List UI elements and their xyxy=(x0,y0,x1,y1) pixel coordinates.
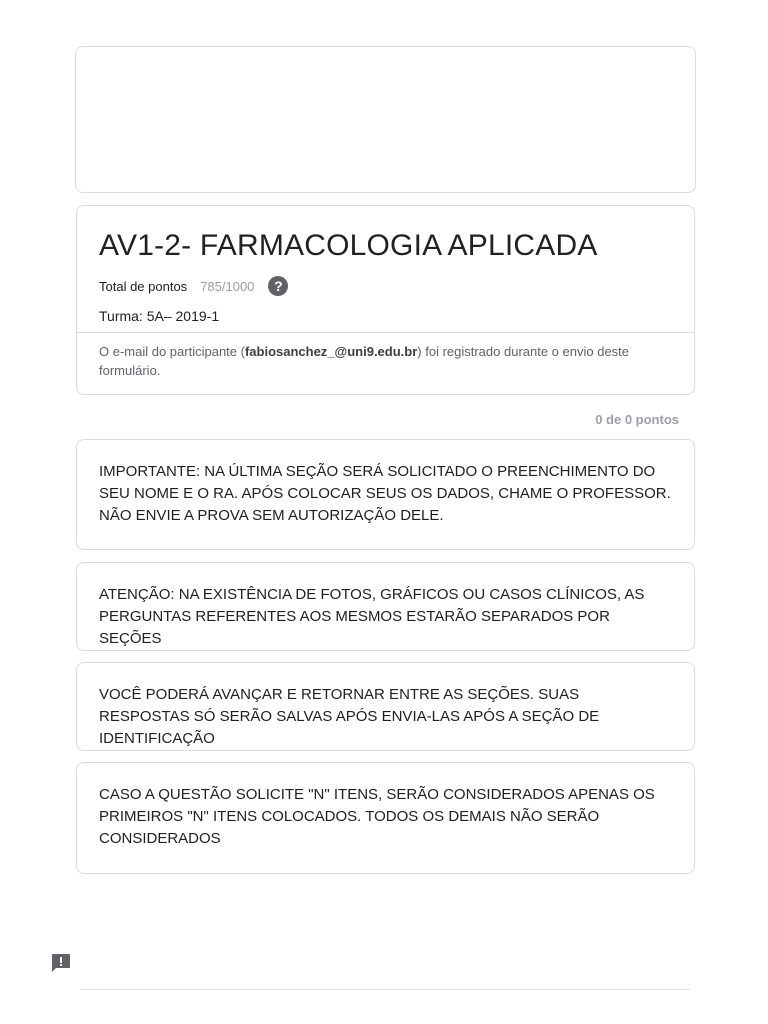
header-banner xyxy=(75,46,696,193)
notice-text: CASO A QUESTÃO SOLICITE "N" ITENS, SERÃO CONSIDERADOS APENAS OS PRIMEIROS "N" ITENS COLOCADOS. TODOS OS DEMAIS NÃO SERÃO CONSIDERADOS xyxy=(99,786,655,847)
form-title: AV1-2- FARMACOLOGIA APLICADA xyxy=(99,229,598,262)
help-icon[interactable]: ? xyxy=(268,276,288,296)
notice-card xyxy=(76,762,695,874)
notice-card xyxy=(76,439,695,550)
participant-email: fabiosanchez_@uni9.edu.br xyxy=(244,344,418,359)
total-points-row xyxy=(99,275,672,297)
points-value: 785/1000 xyxy=(200,278,255,294)
notice-text: IMPORTANTE: NA ÚLTIMA SEÇÃO SERÁ SOLICITADO O PREENCHIMENTO DO SEU NOME E O RA. APÓS COLOCAR SEUS OS DADOS, CHAME O PROFESSOR. NÃO ENVIE A PROVA SEM AUTORIZAÇÃO DELE. xyxy=(99,463,671,524)
email-note-suffix: ) foi registrado durante o envio deste formulário. xyxy=(99,344,630,378)
notice-card xyxy=(76,562,695,651)
title-section xyxy=(77,206,694,333)
form-title-card xyxy=(76,205,695,395)
feedback-icon[interactable] xyxy=(50,953,71,973)
form-description: Turma: 5A– 2019-1 xyxy=(99,308,220,324)
points-label: Total de pontos xyxy=(99,278,188,294)
email-note-prefix: O e-mail do participante ( xyxy=(99,344,245,359)
email-recorded-note xyxy=(77,333,694,380)
section-score: 0 de 0 pontos xyxy=(595,412,679,427)
notice-text: VOCÊ PODERÁ AVANÇAR E RETORNAR ENTRE AS SEÇÕES. SUAS RESPOSTAS SÓ SERÃO SALVAS APÓS ENVIA-LAS APÓS A SEÇÃO DE IDENTIFICAÇÃO xyxy=(99,686,600,747)
footer-divider xyxy=(80,989,690,990)
notice-card xyxy=(76,662,695,751)
notice-text: ATENÇÃO: NA EXISTÊNCIA DE FOTOS, GRÁFICOS OU CASOS CLÍNICOS, AS PERGUNTAS REFERENTES AOS MESMOS ESTARÃO SEPARADOS POR SEÇÕES xyxy=(99,586,645,647)
